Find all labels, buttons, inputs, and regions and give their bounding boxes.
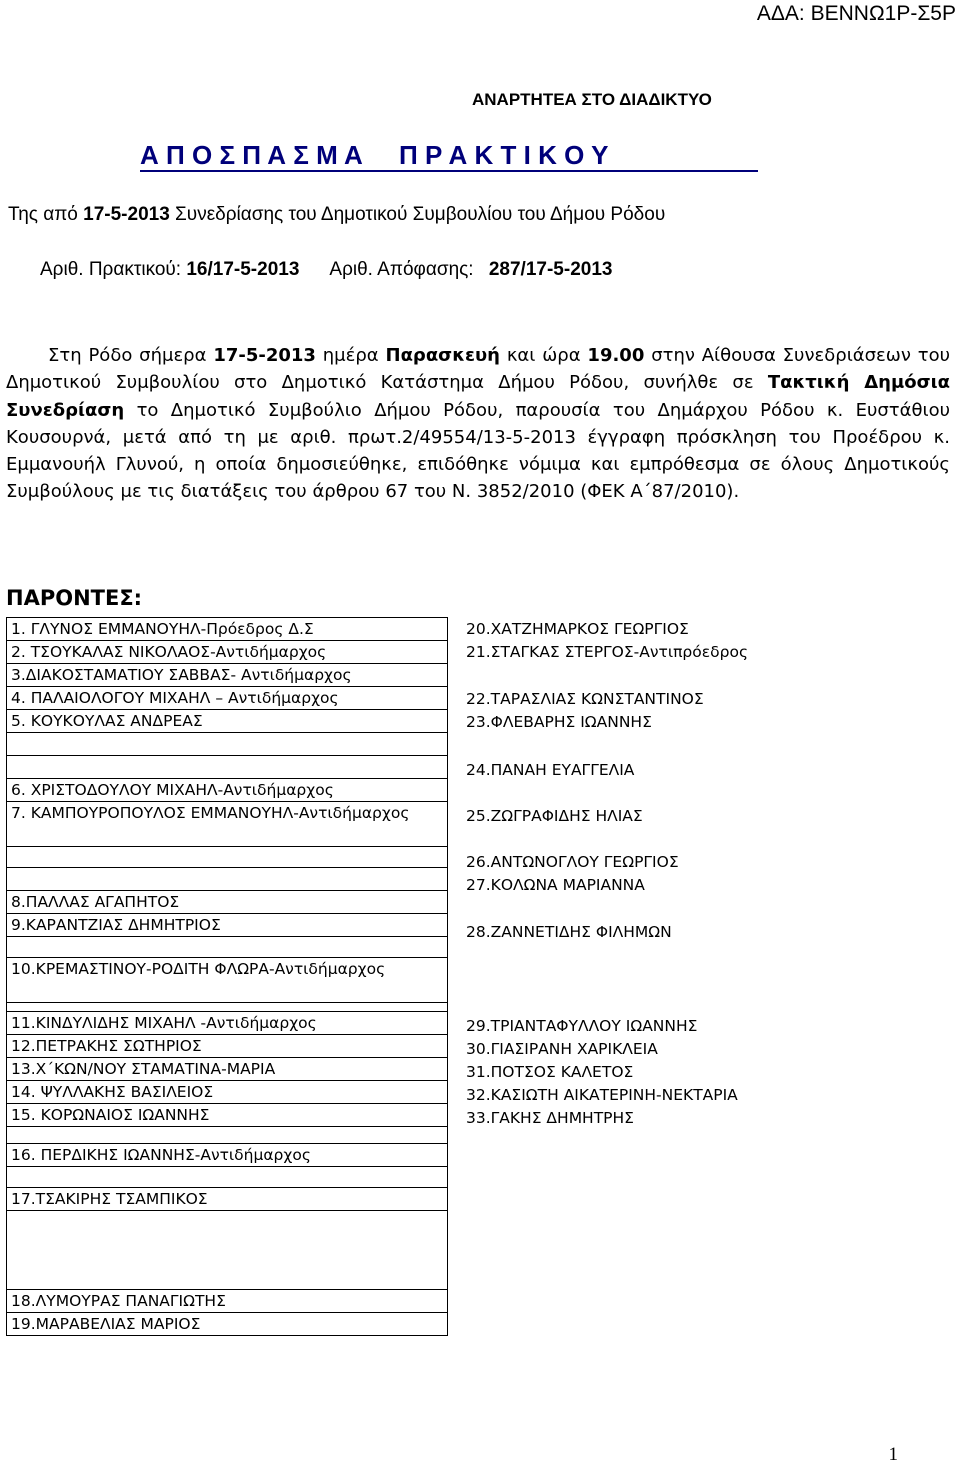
posting-notice: ΑΝΑΡΤΗΤΕΑ ΣΤΟ ΔΙΑΔΙΚΤΥΟ bbox=[472, 90, 712, 109]
attendee-cell: 1. ΓΛΥΝΟΣ ΕΜΜΑΝΟΥΗΛ-Πρόεδρος Δ.Σ bbox=[7, 618, 448, 641]
attendee-right: 30.ΓΙΑΣΙΡΑΝΗ ΧΑΡΙΚΛΕΙΑ bbox=[466, 1040, 658, 1058]
body-text: και ώρα bbox=[499, 345, 588, 366]
empty-cell bbox=[7, 1167, 448, 1188]
body-text: ημέρα bbox=[315, 345, 386, 366]
attendee-cell: 15. ΚΟΡΩΝΑΙΟΣ ΙΩΑΝΝΗΣ bbox=[7, 1104, 448, 1127]
empty-cell bbox=[7, 1003, 448, 1012]
session-pre: Της από bbox=[8, 204, 84, 225]
attendee-cell: 5. ΚΟΥΚΟΥΛΑΣ ΑΝΔΡΕΑΣ bbox=[7, 710, 448, 733]
attendee-right: 23.ΦΛΕΒΑΡΗΣ ΙΩΑΝΝΗΣ bbox=[466, 713, 652, 731]
minutes-line bbox=[40, 259, 612, 281]
body-bold-date: 17-5-2013 bbox=[213, 345, 316, 366]
present-heading: ΠΑΡΟΝΤΕΣ: bbox=[6, 586, 143, 610]
session-line bbox=[8, 204, 665, 226]
attendee-right: 20.ΧΑΤΖΗΜΑΡΚΟΣ ΓΕΩΡΓΙΟΣ bbox=[466, 620, 689, 638]
attendee-right: 26.ΑΝΤΩΝΟΓΛΟΥ ΓΕΩΡΓΙΟΣ bbox=[466, 853, 679, 871]
attendee-cell: 3.ΔΙΑΚΟΣΤΑΜΑΤΙΟΥ ΣΑΒΒΑΣ- Αντιδήμαρχος bbox=[7, 664, 448, 687]
attendee-right: 32.ΚΑΣΙΩΤΗ ΑΙΚΑΤΕΡΙΝΗ-ΝΕΚΤΑΡΙΑ bbox=[466, 1086, 738, 1104]
attendee-cell: 8.ΠΑΛΛΑΣ ΑΓΑΠΗΤΟΣ bbox=[7, 891, 448, 914]
attendee-cell: 19.ΜΑΡΑΒΕΛΙΑΣ ΜΑΡΙΟΣ bbox=[7, 1313, 448, 1336]
attendee-cell: 10.ΚΡΕΜΑΣΤΙΝΟΥ-ΡΟΔΙΤΗ ΦΛΩΡΑ-Αντιδήμαρχος bbox=[7, 958, 448, 1003]
attendee-right: 31.ΠΟΤΣΟΣ ΚΑΛΕΤΟΣ bbox=[466, 1063, 634, 1081]
attendee-cell: 18.ΛΥΜΟΥΡΑΣ ΠΑΝΑΓΙΩΤΗΣ bbox=[7, 1290, 448, 1313]
attendee-cell: 4. ΠΑΛΑΙΟΛΟΓΟΥ ΜΙΧΑΗΛ – Αντιδήμαρχος bbox=[7, 687, 448, 710]
page-number: 1 bbox=[888, 1444, 898, 1465]
body-bold-time: 19.00 bbox=[587, 345, 645, 366]
decision-number: 287/17-5-2013 bbox=[488, 259, 613, 280]
attendee-right: 25.ΖΩΓΡΑΦΙΔΗΣ ΗΛΙΑΣ bbox=[466, 807, 643, 825]
attendee-right: 29.ΤΡΙΑΝΤΑΦΥΛΛΟΥ ΙΩΑΝΝΗΣ bbox=[466, 1017, 698, 1035]
empty-cell bbox=[7, 1127, 448, 1144]
attendee-cell: 12.ΠΕΤΡΑΚΗΣ ΣΩΤΗΡΙΟΣ bbox=[7, 1035, 448, 1058]
attendee-right: 22.ΤΑΡΑΣΛΙΑΣ ΚΩΝΣΤΑΝΤΙΝΟΣ bbox=[466, 690, 704, 708]
session-post: Συνεδρίασης του Δημοτικού Συμβουλίου του Δήμου Ρόδου bbox=[169, 204, 666, 225]
minutes-label: Αριθ. Πρακτικού: bbox=[40, 259, 187, 280]
attendee-cell: 2. ΤΣΟΥΚΑΛΑΣ ΝΙΚΟΛΑΟΣ-Αντιδήμαρχος bbox=[7, 641, 448, 664]
empty-cell bbox=[7, 937, 448, 958]
empty-cell bbox=[7, 756, 448, 779]
body-text: το Δημοτικό Συμβούλιο Δήμου Ρόδου, παρουσία του Δημάρχου Ρόδου κ. Ευστάθιου Κουσουρνά, μετά από τη με αριθ. πρωτ.2/49554/13-5-2013 έγγραφη πρόσκληση του Προέδρου κ. Εμμανουήλ Γλυνού, η οποία δημοσιεύθηκε, επιδόθηκε νόμιμα και εμπρόθεσμα σε όλους Δημοτικούς Συμβούλους με τις διατάξεις του άρθρου 67 του Ν. 3852/2010 (ΦΕΚ Α΄87/2010). bbox=[6, 399, 950, 503]
body-text: Στη Ρόδο σήμερα bbox=[48, 345, 214, 366]
body-bold-session-type: Τακτική Δημόσια Συνεδρίαση bbox=[6, 372, 950, 421]
body-bold-day: Παρασκευή bbox=[385, 345, 500, 366]
attendee-cell: 17.ΤΣΑΚΙΡΗΣ ΤΣΑΜΠΙΚΟΣ bbox=[7, 1188, 448, 1211]
attendee-right: 27.ΚΟΛΩΝΑ ΜΑΡΙΑΝΝΑ bbox=[466, 876, 645, 894]
decision-label: Αριθ. Απόφασης: bbox=[329, 259, 479, 280]
attendee-cell: 6. ΧΡΙΣΤΟΔΟΥΛΟΥ ΜΙΧΑΗΛ-Αντιδήμαρχος bbox=[7, 779, 448, 802]
attendee-right: 24.ΠΑΝΑΗ ΕΥΑΓΓΕΛΙΑ bbox=[466, 761, 635, 779]
body-text: στην Αίθουσα Συνεδριάσεων του Δημοτικού Συμβουλίου στο Δημοτικό Κατάστημα Δήμου Ρόδου, συνήλθε σε bbox=[6, 345, 951, 394]
empty-cell bbox=[7, 868, 448, 891]
attendee-cell: 7. ΚΑΜΠΟΥΡΟΠΟΥΛΟΣ ΕΜΜΑΝΟΥΗΛ-Αντιδήμαρχος bbox=[7, 802, 448, 847]
attendee-cell: 13.Χ΄ΚΩΝ/ΝΟΥ ΣΤΑΜΑΤΙΝΑ-ΜΑΡΙΑ bbox=[7, 1058, 448, 1081]
minutes-number: 16/17-5-2013 bbox=[186, 259, 300, 280]
attendee-cell: 14. ΨΥΛΛΑΚΗΣ ΒΑΣΙΛΕΙΟΣ bbox=[7, 1081, 448, 1104]
document-title: Α Π Ο Σ Π Α Σ Μ Α Π Ρ Α Κ Τ Ι Κ Ο Υ bbox=[140, 140, 758, 172]
empty-cell bbox=[7, 733, 448, 756]
attendee-cell: 9.ΚΑΡΑΝΤΖΙΑΣ ΔΗΜΗΤΡΙΟΣ bbox=[7, 914, 448, 937]
attendee-cell: 16. ΠΕΡΔΙΚΗΣ ΙΩΑΝΝΗΣ-Αντιδήμαρχος bbox=[7, 1144, 448, 1167]
attendee-right: 21.ΣΤΑΓΚΑΣ ΣΤΕΡΓΟΣ-Αντιπρόεδρος bbox=[466, 643, 749, 661]
attendee-cell: 11.ΚΙΝΔΥΛΙΔΗΣ ΜΙΧΑΗΛ -Αντιδήμαρχος bbox=[7, 1012, 448, 1035]
attendee-right: 33.ΓΑΚΗΣ ΔΗΜΗΤΡΗΣ bbox=[466, 1109, 634, 1127]
body-paragraph bbox=[6, 342, 950, 506]
attendee-right: 28.ΖΑΝΝΕΤΙΔΗΣ ΦΙΛΗΜΩΝ bbox=[466, 923, 672, 941]
session-date: 17-5-2013 bbox=[83, 204, 170, 225]
empty-cell bbox=[7, 847, 448, 868]
empty-cell bbox=[7, 1211, 448, 1290]
attendees-table bbox=[6, 617, 448, 1336]
ada-code: ΑΔΑ: ΒΕΝΝΩ1Ρ-Σ5Ρ bbox=[756, 2, 956, 25]
